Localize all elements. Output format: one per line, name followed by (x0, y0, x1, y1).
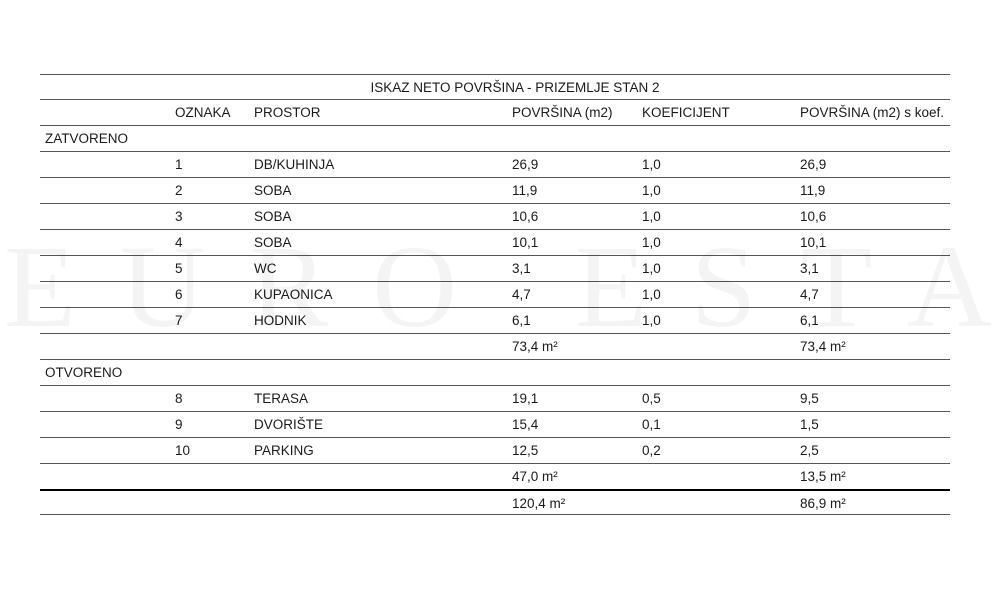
cell-prostor: HODNIK (254, 313, 307, 328)
cell-prostor: TERASA (254, 391, 309, 406)
cell-prostor: PARKING (254, 443, 314, 458)
cell-povrsina-koef: 9,5 (800, 391, 819, 406)
cell-povrsina: 6,1 (512, 313, 531, 328)
cell-povrsina: 10,6 (512, 209, 539, 224)
cell-oznaka: 10 (175, 443, 191, 458)
cell-povrsina-koef: 4,7 (800, 287, 819, 302)
cell-oznaka: 1 (175, 157, 183, 172)
cell-koeficijent: 1,0 (642, 235, 661, 250)
cell-prostor: DVORIŠTE (254, 417, 324, 432)
table-row (40, 282, 950, 308)
cell-koeficijent: 1,0 (642, 287, 661, 302)
cell-oznaka: 8 (175, 391, 183, 406)
cell-povrsina-koef: 11,9 (800, 183, 826, 198)
cell-oznaka: 3 (175, 209, 183, 224)
cell-prostor: DB/KUHINJA (254, 157, 335, 172)
header-row (40, 100, 950, 126)
table-row (40, 308, 950, 334)
cell-povrsina: 26,9 (512, 157, 539, 172)
cell-povrsina-koef: 1,5 (800, 417, 819, 432)
table-row (40, 412, 950, 438)
cell-prostor: SOBA (254, 235, 292, 250)
grand-total-row (40, 489, 950, 515)
subtotal-povrsina: 73,4 m² (512, 339, 558, 354)
cell-prostor: KUPAONICA (254, 287, 333, 302)
section-label: OTVORENO (45, 365, 123, 380)
section-label-row (40, 360, 950, 386)
cell-oznaka: 5 (175, 261, 183, 276)
total-povrsina: 120,4 m² (512, 496, 566, 511)
header-prostor: PROSTOR (254, 105, 321, 120)
table-row (40, 152, 950, 178)
subtotal-row (40, 464, 950, 489)
section-label: ZATVORENO (45, 131, 129, 146)
table-row (40, 438, 950, 464)
cell-povrsina-koef: 2,5 (800, 443, 819, 458)
cell-povrsina: 12,5 (512, 443, 539, 458)
cell-oznaka: 4 (175, 235, 183, 250)
table-row (40, 178, 950, 204)
cell-povrsina-koef: 3,1 (800, 261, 819, 276)
cell-koeficijent: 1,0 (642, 313, 661, 328)
header-povrsina-koef: POVRŠINA (m2) s koef. (800, 105, 945, 120)
cell-koeficijent: 0,5 (642, 391, 661, 406)
cell-koeficijent: 1,0 (642, 183, 661, 198)
subtotal-povrsina: 47,0 m² (512, 469, 558, 484)
cell-povrsina: 10,1 (512, 235, 539, 250)
cell-povrsina: 11,9 (512, 183, 538, 198)
subtotal-povrsina-koef: 13,5 m² (800, 469, 846, 484)
cell-povrsina-koef: 10,1 (800, 235, 827, 250)
cell-povrsina: 3,1 (512, 261, 531, 276)
total-povrsina-koef: 86,9 m² (800, 496, 846, 511)
header-povrsina: POVRŠINA (m2) (512, 105, 613, 120)
table-row (40, 204, 950, 230)
cell-koeficijent: 1,0 (642, 261, 661, 276)
cell-koeficijent: 0,2 (642, 443, 661, 458)
subtotal-povrsina-koef: 73,4 m² (800, 339, 846, 354)
sections (40, 126, 950, 489)
header-koeficijent: KOEFICIJENT (642, 105, 730, 120)
table-row (40, 256, 950, 282)
cell-prostor: WC (254, 261, 277, 276)
cell-koeficijent: 1,0 (642, 157, 661, 172)
subtotal-row (40, 334, 950, 360)
cell-oznaka: 7 (175, 313, 183, 328)
cell-povrsina-koef: 10,6 (800, 209, 827, 224)
section-label-row (40, 126, 950, 152)
table-row (40, 386, 950, 412)
table-title: ISKAZ NETO POVRŠINA - PRIZEMLJE STAN 2 (40, 74, 950, 100)
table-row (40, 230, 950, 256)
cell-prostor: SOBA (254, 209, 292, 224)
area-table (40, 74, 950, 515)
cell-koeficijent: 1,0 (642, 209, 661, 224)
cell-povrsina: 4,7 (512, 287, 531, 302)
cell-povrsina: 15,4 (512, 417, 539, 432)
cell-oznaka: 2 (175, 183, 183, 198)
cell-povrsina-koef: 26,9 (800, 157, 827, 172)
header-oznaka: OZNAKA (175, 105, 231, 120)
cell-oznaka: 9 (175, 417, 183, 432)
cell-povrsina: 19,1 (512, 391, 539, 406)
cell-povrsina-koef: 6,1 (800, 313, 819, 328)
cell-prostor: SOBA (254, 183, 292, 198)
cell-oznaka: 6 (175, 287, 183, 302)
cell-koeficijent: 0,1 (642, 417, 661, 432)
